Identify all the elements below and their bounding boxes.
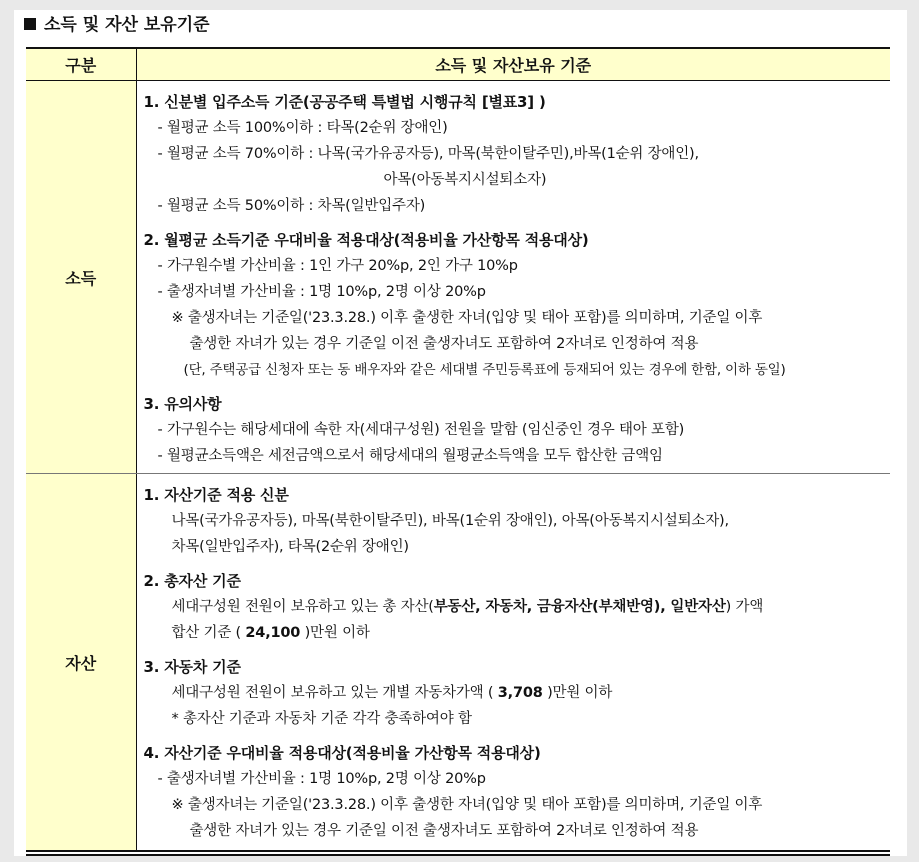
page-title: 소득 및 자산 보유기준: [24, 10, 210, 40]
income-category-cell: 소득: [26, 81, 136, 474]
header-criteria: 소득 및 자산보유 기준: [136, 48, 890, 81]
table-header-row: [26, 48, 890, 81]
income-section-3-title: 3. 유의사항: [143, 395, 222, 413]
income-section-2-note-2: 출생한 자녀가 있는 경우 기준일 이전 출생자녀도 포함하여 2자녀로 인정하여 적용: [189, 336, 699, 352]
asset-type-vehicle: 자동차: [485, 599, 527, 615]
income-section-3-line-1: - 가구원수는 해당세대에 속한 자(세대구성원) 전원을 말함 (임신중인 경우 태아 포함): [157, 422, 685, 438]
income-section-2-line-2: - 출생자녀별 가산비율 : 1명 10%p, 2명 이상 20%p: [157, 284, 486, 300]
income-section-2-note-1: ※ 출생자녀는 기준일('23.3.28.) 이후 출생한 자녀(입양 및 태아 포함)를 의미하며, 기준일 이후: [171, 310, 763, 326]
income-section-1-line-1: - 월평균 소득 100%이하 : 타목(2순위 장애인): [157, 120, 448, 136]
income-section-1-line-3: - 월평균 소득 50%이하 : 차목(일반입주자): [157, 198, 426, 214]
asset-category-cell: 자산: [26, 474, 136, 852]
asset-section-1-title: 1. 자산기준 적용 신분: [143, 486, 289, 504]
vehicle-limit-value: 3,708: [497, 685, 543, 701]
income-section-1-line-2b: 아목(아동복지시설퇴소자): [383, 172, 547, 188]
asset-section-2-line-1: 세대구성원 전원이 보유하고 있는 총 자산(부동산, 자동차, 금융자산(부채반영), 일반자산) 가액: [171, 599, 764, 615]
income-section-1-line-2: - 월평균 소득 70%이하 : 나목(국가유공자등), 마목(북한이탈주민),바목(1순위 장애인),: [157, 146, 699, 162]
square-bullet-icon: [24, 18, 36, 30]
income-section-1-title: 1. 신분별 입주소득 기준(공공주택 특별법 시행규칙 [별표3] ): [143, 93, 546, 111]
header-category: 구분: [26, 48, 136, 81]
asset-type-general: 일반자산: [670, 599, 726, 615]
income-section-2-note-3: (단, 주택공급 신청자 또는 동 배우자와 같은 세대별 주민등록표에 등재되어 있는 경우에 한함, 이하 동일): [183, 362, 786, 378]
asset-section-4-line-1: - 출생자녀별 가산비율 : 1명 10%p, 2명 이상 20%p: [157, 771, 486, 787]
total-asset-limit-value: 24,100: [245, 625, 301, 641]
asset-section-2-title: 2. 총자산 기준: [143, 572, 241, 590]
asset-row: [26, 474, 890, 852]
income-content-cell: [136, 81, 890, 474]
asset-section-3-line-2: * 총자산 기준과 자동차 기준 각각 충족하여야 함: [171, 711, 472, 727]
asset-section-4-note-1: ※ 출생자녀는 기준일('23.3.28.) 이후 출생한 자녀(입양 및 태아 포함)를 의미하며, 기준일 이후: [171, 797, 763, 813]
income-row: [26, 81, 890, 474]
asset-type-real-estate: 부동산: [433, 599, 476, 615]
asset-section-3-title: 3. 자동차 기준: [143, 658, 241, 676]
income-section-2-title: 2. 월평균 소득기준 우대비율 적용대상(적용비율 가산항목 적용대상): [143, 231, 589, 249]
income-section-2-line-1: - 가구원수별 가산비율 : 1인 가구 20%p, 2인 가구 10%p: [157, 258, 518, 274]
criteria-table: [26, 47, 890, 852]
bottom-rule: [26, 854, 890, 856]
income-section-3-line-2: - 월평균소득액은 세전금액으로서 해당세대의 월평균소득액을 모두 합산한 금액임: [157, 448, 663, 464]
asset-section-1-line-1: 나목(국가유공자등), 마목(북한이탈주민), 바목(1순위 장애인), 아목(아동복지시설퇴소자),: [171, 513, 729, 529]
asset-type-financial: 금융자산(부채반영): [536, 599, 661, 615]
asset-section-3-line-1: 세대구성원 전원이 보유하고 있는 개별 자동차가액 ( 3,708 )만원 이하: [171, 685, 613, 701]
asset-content-cell: [136, 474, 890, 852]
asset-section-1-line-2: 차목(일반입주자), 타목(2순위 장애인): [171, 539, 409, 555]
asset-section-2-line-2: 합산 기준 ( 24,100 )만원 이하: [171, 625, 370, 641]
asset-section-4-note-2: 출생한 자녀가 있는 경우 기준일 이전 출생자녀도 포함하여 2자녀로 인정하여 적용: [189, 823, 699, 839]
asset-section-4-title: 4. 자산기준 우대비율 적용대상(적용비율 가산항목 적용대상): [143, 744, 541, 762]
document-sheet: [14, 10, 907, 856]
